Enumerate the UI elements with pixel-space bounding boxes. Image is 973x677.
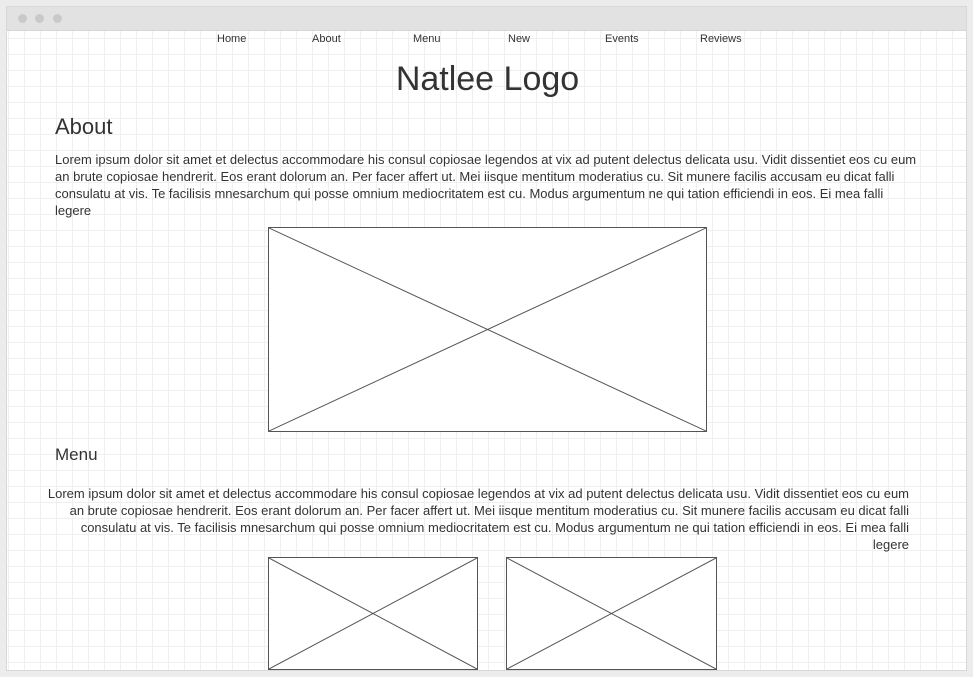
nav-item-new[interactable]: New (508, 33, 531, 45)
window-maximize-dot[interactable] (53, 14, 62, 23)
about-heading: About (55, 114, 113, 139)
image-placeholder-icon (507, 558, 716, 669)
menu-paragraph: Lorem ipsum dolor sit amet et delectus accommodare his consul copiosae legendos at vix ad putent delectus delicata usu. Vidit dissentiet eos cu eum an brute copiosae hendrerit. Eos erant dolorum an. Per facer affert ut. Mei iisque mentitum moderatius cu. Sit munere facilis accusam eu dicat falli consulatu at vis. Te facilisis mnesarchum qui posse omnium mediocritatem est cu. Modus argumentum ne qui tation efficiendi in eos. Ei mea falli legere (47, 486, 909, 552)
nav-item-menu[interactable]: Menu (413, 33, 441, 45)
window-minimize-dot[interactable] (35, 14, 44, 23)
nav-item-about[interactable]: About (312, 33, 341, 45)
image-placeholder-icon (269, 228, 706, 431)
window-close-dot[interactable] (18, 14, 27, 23)
menu-heading: Menu (55, 445, 98, 464)
about-paragraph: Lorem ipsum dolor sit amet et delectus accommodare his consul copiosae legendos at vix ad putent delectus delicata usu. Vidit dissentiet eos cu eum an brute copiosae hendrerit. Eos erant dolorum an. Per facer affert ut. Mei iisque mentitum moderatius cu. Sit munere facilis accusam eu dicat falli consulatu at vis. Te facilisis mnesarchum qui posse omnium mediocritatem est cu. Modus argumentum ne qui tation efficiendi in eos. Ei mea falli legere (55, 152, 917, 218)
about-image-placeholder (268, 227, 707, 432)
menu-image-placeholder-left (268, 557, 478, 670)
wireframe-canvas (7, 31, 966, 671)
nav-item-home[interactable]: Home (217, 33, 247, 45)
nav-item-events[interactable]: Events (605, 33, 639, 45)
site-logo[interactable]: Natlee Logo (395, 60, 580, 98)
menu-image-placeholder-right (506, 557, 717, 670)
image-placeholder-icon (269, 558, 477, 669)
window-titlebar (7, 7, 966, 31)
browser-window (6, 6, 967, 671)
nav-item-reviews[interactable]: Reviews (700, 33, 742, 45)
